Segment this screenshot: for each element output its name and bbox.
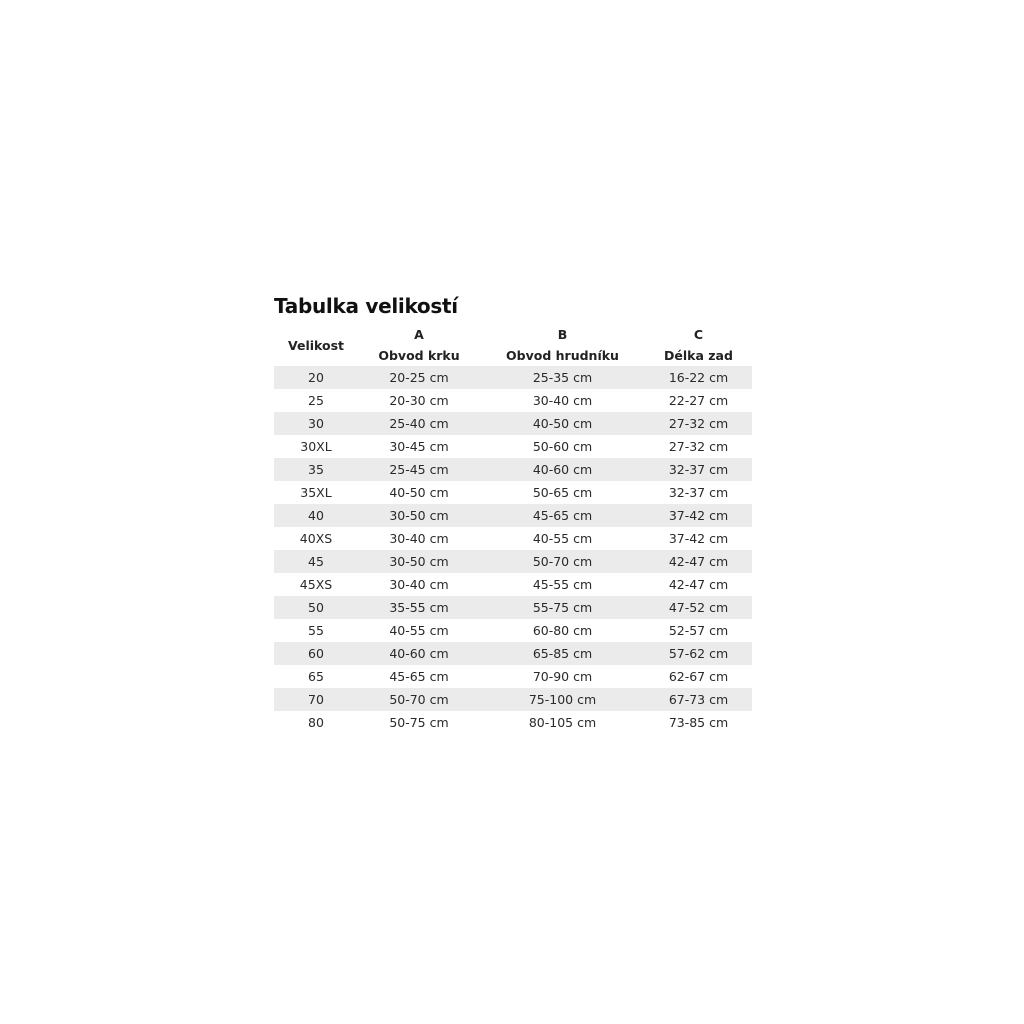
table-row (274, 619, 752, 642)
cell-chest: 70-90 cm (480, 665, 645, 688)
cell-chest: 45-55 cm (480, 573, 645, 596)
cell-size: 60 (274, 642, 358, 665)
table-row (274, 688, 752, 711)
cell-size: 35XL (274, 481, 358, 504)
cell-neck: 20-25 cm (358, 366, 480, 389)
cell-chest: 25-35 cm (480, 366, 645, 389)
cell-back: 57-62 cm (645, 642, 752, 665)
cell-chest: 55-75 cm (480, 596, 645, 619)
cell-neck: 50-75 cm (358, 711, 480, 734)
header-back: Délka zad (664, 348, 733, 363)
cell-size: 45 (274, 550, 358, 573)
cell-chest: 40-50 cm (480, 412, 645, 435)
cell-chest: 80-105 cm (480, 711, 645, 734)
header-neck: Obvod krku (378, 348, 460, 363)
cell-chest: 50-65 cm (480, 481, 645, 504)
cell-back: 73-85 cm (645, 711, 752, 734)
cell-neck: 30-40 cm (358, 527, 480, 550)
size-chart (274, 292, 752, 734)
header-size: Velikost (287, 337, 345, 353)
cell-size: 65 (274, 665, 358, 688)
table-row (274, 573, 752, 596)
table-row (274, 389, 752, 412)
table-row (274, 481, 752, 504)
page-title: Tabulka velikostí (274, 294, 458, 318)
cell-chest: 40-60 cm (480, 458, 645, 481)
cell-neck: 45-65 cm (358, 665, 480, 688)
cell-size: 45XS (274, 573, 358, 596)
cell-chest: 45-65 cm (480, 504, 645, 527)
cell-size: 30 (274, 412, 358, 435)
header-chest: Obvod hrudníku (506, 348, 619, 363)
cell-neck: 30-50 cm (358, 550, 480, 573)
cell-back: 37-42 cm (645, 504, 752, 527)
table-row (274, 596, 752, 619)
cell-back: 52-57 cm (645, 619, 752, 642)
table-row (274, 665, 752, 688)
cell-back: 32-37 cm (645, 458, 752, 481)
cell-neck: 25-45 cm (358, 458, 480, 481)
cell-back: 67-73 cm (645, 688, 752, 711)
header-c-letter: C (693, 327, 704, 342)
table-row (274, 711, 752, 734)
cell-neck: 25-40 cm (358, 412, 480, 435)
cell-size: 40XS (274, 527, 358, 550)
cell-size: 20 (274, 366, 358, 389)
cell-neck: 30-45 cm (358, 435, 480, 458)
cell-chest: 50-60 cm (480, 435, 645, 458)
cell-chest: 40-55 cm (480, 527, 645, 550)
table-row (274, 642, 752, 665)
size-table (274, 324, 752, 734)
cell-back: 16-22 cm (645, 366, 752, 389)
cell-neck: 30-50 cm (358, 504, 480, 527)
cell-chest: 75-100 cm (480, 688, 645, 711)
cell-size: 70 (274, 688, 358, 711)
table-row (274, 504, 752, 527)
cell-size: 40 (274, 504, 358, 527)
cell-neck: 40-50 cm (358, 481, 480, 504)
cell-size: 35 (274, 458, 358, 481)
cell-size: 55 (274, 619, 358, 642)
cell-chest: 65-85 cm (480, 642, 645, 665)
table-row (274, 366, 752, 389)
table-row (274, 550, 752, 573)
table-row (274, 458, 752, 481)
header-b-letter: B (557, 327, 568, 342)
cell-back: 47-52 cm (645, 596, 752, 619)
cell-size: 30XL (274, 435, 358, 458)
cell-size: 25 (274, 389, 358, 412)
cell-neck: 40-55 cm (358, 619, 480, 642)
cell-back: 22-27 cm (645, 389, 752, 412)
cell-back: 27-32 cm (645, 412, 752, 435)
cell-neck: 20-30 cm (358, 389, 480, 412)
cell-chest: 60-80 cm (480, 619, 645, 642)
cell-chest: 30-40 cm (480, 389, 645, 412)
cell-back: 27-32 cm (645, 435, 752, 458)
table-body (274, 366, 752, 734)
table-row (274, 435, 752, 458)
cell-neck: 30-40 cm (358, 573, 480, 596)
cell-chest: 50-70 cm (480, 550, 645, 573)
cell-size: 50 (274, 596, 358, 619)
header-a-letter: A (414, 327, 424, 342)
cell-back: 32-37 cm (645, 481, 752, 504)
cell-back: 37-42 cm (645, 527, 752, 550)
cell-back: 42-47 cm (645, 573, 752, 596)
cell-size: 80 (274, 711, 358, 734)
cell-neck: 35-55 cm (358, 596, 480, 619)
table-row (274, 527, 752, 550)
cell-neck: 40-60 cm (358, 642, 480, 665)
header-row-letters (274, 324, 752, 345)
table-row (274, 412, 752, 435)
cell-neck: 50-70 cm (358, 688, 480, 711)
cell-back: 62-67 cm (645, 665, 752, 688)
cell-back: 42-47 cm (645, 550, 752, 573)
table-header (274, 324, 752, 366)
